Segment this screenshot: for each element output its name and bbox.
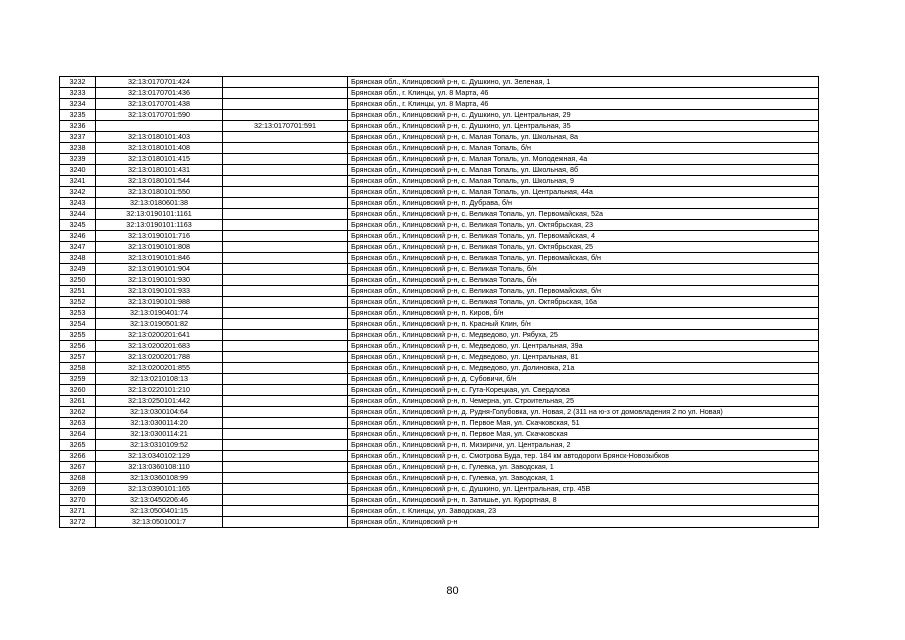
row-number-cell: 3243 (60, 198, 96, 209)
row-number-cell: 3264 (60, 429, 96, 440)
previous-number-cell (223, 374, 348, 385)
table-row (60, 209, 819, 220)
previous-number-cell (223, 297, 348, 308)
cadastral-number-cell: 32:13:0300114:20 (96, 418, 223, 429)
table-row (60, 440, 819, 451)
table-row (60, 231, 819, 242)
previous-number-cell (223, 286, 348, 297)
row-number-cell: 3247 (60, 242, 96, 253)
address-cell: Брянская обл., г. Клинцы, ул. 8 Марта, 46 (348, 88, 819, 99)
row-number-cell: 3259 (60, 374, 96, 385)
previous-number-cell (223, 242, 348, 253)
cadastral-number-cell: 32:13:0190101:1163 (96, 220, 223, 231)
table-row (60, 308, 819, 319)
table-row (60, 396, 819, 407)
cadastral-number-cell: 32:13:0180601:38 (96, 198, 223, 209)
table-row (60, 297, 819, 308)
cadastral-number-cell: 32:13:0340102:129 (96, 451, 223, 462)
previous-number-cell (223, 253, 348, 264)
table-row (60, 352, 819, 363)
cadastral-number-cell: 32:13:0200201:683 (96, 341, 223, 352)
address-cell: Брянская обл., Клинцовский р-н, с. Великая Топаль, ул. Первомайская, б/н (348, 253, 819, 264)
row-number-cell: 3250 (60, 275, 96, 286)
address-cell: Брянская обл., Клинцовский р-н, с. Великая Топаль, ул. Первомайская, 4 (348, 231, 819, 242)
address-cell: Брянская обл., Клинцовский р-н, п. Первое Мая, ул. Скачковская (348, 429, 819, 440)
table-row (60, 242, 819, 253)
cadastral-number-cell: 32:13:0170701:590 (96, 110, 223, 121)
address-cell: Брянская обл., Клинцовский р-н (348, 517, 819, 528)
table-row (60, 143, 819, 154)
address-cell: Брянская обл., Клинцовский р-н, п. Дубрава, б/н (348, 198, 819, 209)
previous-number-cell (223, 352, 348, 363)
address-cell: Брянская обл., Клинцовский р-н, д. Рудня-Голубовка, ул. Новая, 2 (311 на ю-з от домовладения 2 по ул. Новая) (348, 407, 819, 418)
table-row (60, 385, 819, 396)
previous-number-cell (223, 187, 348, 198)
address-cell: Брянская обл., Клинцовский р-н, с. Малая Топаль, ул. Центральная, 44а (348, 187, 819, 198)
previous-number-cell (223, 462, 348, 473)
table-row (60, 99, 819, 110)
address-cell: Брянская обл., Клинцовский р-н, с. Великая Топаль, б/н (348, 275, 819, 286)
address-cell: Брянская обл., г. Клинцы, ул. Заводская, 23 (348, 506, 819, 517)
cadastral-number-cell: 32:13:0170701:436 (96, 88, 223, 99)
address-cell: Брянская обл., Клинцовский р-н, с. Медведово, ул. Центральная, 81 (348, 352, 819, 363)
cadastral-number-cell: 32:13:0180101:415 (96, 154, 223, 165)
cadastral-number-cell: 32:13:0390101:165 (96, 484, 223, 495)
cadastral-number-cell: 32:13:0310109:52 (96, 440, 223, 451)
row-number-cell: 3251 (60, 286, 96, 297)
cadastral-number-cell: 32:13:0300114:21 (96, 429, 223, 440)
table-row (60, 220, 819, 231)
table-row (60, 418, 819, 429)
row-number-cell: 3252 (60, 297, 96, 308)
row-number-cell: 3268 (60, 473, 96, 484)
cadastral-number-cell: 32:13:0190101:808 (96, 242, 223, 253)
cadastral-number-cell: 32:13:0200201:788 (96, 352, 223, 363)
cadastral-number-cell: 32:13:0190101:904 (96, 264, 223, 275)
address-cell: Брянская обл., Клинцовский р-н, с. Душкино, ул. Центральная, стр. 45В (348, 484, 819, 495)
previous-number-cell (223, 517, 348, 528)
table-row (60, 451, 819, 462)
table-row (60, 77, 819, 88)
cadastral-number-cell: 32:13:0170701:438 (96, 99, 223, 110)
previous-number-cell (223, 132, 348, 143)
address-cell: Брянская обл., Клинцовский р-н, с. Великая Топаль, ул. Октябрьская, 23 (348, 220, 819, 231)
address-cell: Брянская обл., Клинцовский р-н, с. Душкино, ул. Зеленая, 1 (348, 77, 819, 88)
previous-number-cell (223, 440, 348, 451)
row-number-cell: 3253 (60, 308, 96, 319)
cadastral-number-cell: 32:13:0220101:210 (96, 385, 223, 396)
previous-number-cell (223, 363, 348, 374)
previous-number-cell (223, 143, 348, 154)
address-cell: Брянская обл., Клинцовский р-н, с. Великая Топаль, ул. Октябрьская, 25 (348, 242, 819, 253)
table-row (60, 473, 819, 484)
previous-number-cell (223, 473, 348, 484)
address-cell: Брянская обл., Клинцовский р-н, с. Гута-Корецкая, ул. Свердлова (348, 385, 819, 396)
previous-number-cell (223, 275, 348, 286)
row-number-cell: 3241 (60, 176, 96, 187)
row-number-cell: 3245 (60, 220, 96, 231)
cadastral-number-cell: 32:13:0190401:74 (96, 308, 223, 319)
cadastral-number-cell: 32:13:0170701:424 (96, 77, 223, 88)
cadastral-number-cell: 32:13:0200201:855 (96, 363, 223, 374)
address-cell: Брянская обл., Клинцовский р-н, с. Малая Топаль, б/н (348, 143, 819, 154)
row-number-cell: 3237 (60, 132, 96, 143)
row-number-cell: 3269 (60, 484, 96, 495)
table-row (60, 506, 819, 517)
address-cell: Брянская обл., Клинцовский р-н, п. Первое Мая, ул. Скачковская, 51 (348, 418, 819, 429)
address-cell: Брянская обл., Клинцовский р-н, с. Малая Топаль, ул. Школьная, 8б (348, 165, 819, 176)
previous-number-cell (223, 341, 348, 352)
cadastral-number-cell: 32:13:0180101:408 (96, 143, 223, 154)
cadastral-number-cell: 32:13:0500401:15 (96, 506, 223, 517)
previous-number-cell (223, 484, 348, 495)
table-row (60, 319, 819, 330)
row-number-cell: 3271 (60, 506, 96, 517)
previous-number-cell (223, 209, 348, 220)
address-cell: Брянская обл., Клинцовский р-н, с. Великая Топаль, б/н (348, 264, 819, 275)
cadastral-number-cell: 32:13:0501001:7 (96, 517, 223, 528)
previous-number-cell (223, 407, 348, 418)
previous-number-cell (223, 495, 348, 506)
previous-number-cell (223, 154, 348, 165)
row-number-cell: 3249 (60, 264, 96, 275)
table-row (60, 264, 819, 275)
address-cell: Брянская обл., Клинцовский р-н, с. Медведово, ул. Центральная, 39а (348, 341, 819, 352)
address-cell: Брянская обл., Клинцовский р-н, п. Мизиричи, ул. Центральная, 2 (348, 440, 819, 451)
table-row (60, 187, 819, 198)
table-row (60, 253, 819, 264)
row-number-cell: 3261 (60, 396, 96, 407)
row-number-cell: 3258 (60, 363, 96, 374)
registry-table (59, 76, 819, 528)
row-number-cell: 3262 (60, 407, 96, 418)
page-number: 80 (446, 585, 459, 597)
cadastral-number-cell: 32:13:0210108:13 (96, 374, 223, 385)
table-row (60, 363, 819, 374)
cadastral-number-cell: 32:13:0190501:82 (96, 319, 223, 330)
row-number-cell: 3238 (60, 143, 96, 154)
table-row (60, 462, 819, 473)
cadastral-number-cell: 32:13:0180101:550 (96, 187, 223, 198)
address-cell: Брянская обл., Клинцовский р-н, с. Смотрова Буда, тер. 184 км автодороги Брянск-Новозыбков (348, 451, 819, 462)
cadastral-number-cell: 32:13:0190101:988 (96, 297, 223, 308)
address-cell: Брянская обл., Клинцовский р-н, с. Малая Топаль, ул. Школьная, 9 (348, 176, 819, 187)
address-cell: Брянская обл., Клинцовский р-н, п. Затишье, ул. Курортная, 8 (348, 495, 819, 506)
row-number-cell: 3233 (60, 88, 96, 99)
table-row (60, 429, 819, 440)
row-number-cell: 3240 (60, 165, 96, 176)
row-number-cell: 3244 (60, 209, 96, 220)
table-row (60, 374, 819, 385)
cadastral-number-cell: 32:13:0190101:930 (96, 275, 223, 286)
address-cell: Брянская обл., Клинцовский р-н, с. Гулевка, ул. Заводская, 1 (348, 462, 819, 473)
previous-number-cell (223, 110, 348, 121)
cadastral-number-cell: 32:13:0180101:431 (96, 165, 223, 176)
address-cell: Брянская обл., Клинцовский р-н, с. Медведово, ул. Долиновка, 21а (348, 363, 819, 374)
previous-number-cell (223, 176, 348, 187)
address-cell: Брянская обл., Клинцовский р-н, с. Малая Топаль, ул. Молодежная, 4а (348, 154, 819, 165)
table-row (60, 176, 819, 187)
cadastral-number-cell: 32:13:0180101:544 (96, 176, 223, 187)
address-cell: Брянская обл., Клинцовский р-н, с. Малая Топаль, ул. Школьная, 8а (348, 132, 819, 143)
previous-number-cell (223, 429, 348, 440)
previous-number-cell (223, 198, 348, 209)
previous-number-cell (223, 77, 348, 88)
row-number-cell: 3266 (60, 451, 96, 462)
row-number-cell: 3270 (60, 495, 96, 506)
address-cell: Брянская обл., Клинцовский р-н, п. Киров, б/н (348, 308, 819, 319)
table-row (60, 88, 819, 99)
row-number-cell: 3267 (60, 462, 96, 473)
table-row (60, 341, 819, 352)
cadastral-number-cell: 32:13:0250101:442 (96, 396, 223, 407)
cadastral-number-cell (96, 121, 223, 132)
table-row (60, 110, 819, 121)
row-number-cell: 3260 (60, 385, 96, 396)
address-cell: Брянская обл., г. Клинцы, ул. 8 Марта, 46 (348, 99, 819, 110)
cadastral-number-cell: 32:13:0450206:46 (96, 495, 223, 506)
table-row (60, 198, 819, 209)
table-row (60, 407, 819, 418)
previous-number-cell (223, 385, 348, 396)
row-number-cell: 3239 (60, 154, 96, 165)
address-cell: Брянская обл., Клинцовский р-н, с. Душкино, ул. Центральная, 29 (348, 110, 819, 121)
row-number-cell: 3265 (60, 440, 96, 451)
table-row (60, 154, 819, 165)
table-row (60, 495, 819, 506)
cadastral-number-cell: 32:13:0360108:99 (96, 473, 223, 484)
row-number-cell: 3235 (60, 110, 96, 121)
cadastral-number-cell: 32:13:0190101:716 (96, 231, 223, 242)
previous-number-cell (223, 88, 348, 99)
address-cell: Брянская обл., Клинцовский р-н, п. Красный Клин, б/н (348, 319, 819, 330)
row-number-cell: 3236 (60, 121, 96, 132)
cadastral-number-cell: 32:13:0190101:1161 (96, 209, 223, 220)
previous-number-cell: 32:13:0170701:591 (223, 121, 348, 132)
row-number-cell: 3272 (60, 517, 96, 528)
previous-number-cell (223, 231, 348, 242)
previous-number-cell (223, 220, 348, 231)
previous-number-cell (223, 319, 348, 330)
address-cell: Брянская обл., Клинцовский р-н, с. Великая Топаль, ул. Октябрьская, 16а (348, 297, 819, 308)
cadastral-number-cell: 32:13:0300104:64 (96, 407, 223, 418)
address-cell: Брянская обл., Клинцовский р-н, с. Великая Топаль, ул. Первомайская, б/н (348, 286, 819, 297)
table-row (60, 132, 819, 143)
row-number-cell: 3248 (60, 253, 96, 264)
cadastral-number-cell: 32:13:0190101:846 (96, 253, 223, 264)
address-cell: Брянская обл., Клинцовский р-н, с. Великая Топаль, ул. Первомайская, 52а (348, 209, 819, 220)
table-row (60, 286, 819, 297)
address-cell: Брянская обл., Клинцовский р-н, п. Чемерна, ул. Строительная, 25 (348, 396, 819, 407)
previous-number-cell (223, 99, 348, 110)
registry-table-body (60, 77, 819, 528)
row-number-cell: 3246 (60, 231, 96, 242)
previous-number-cell (223, 330, 348, 341)
previous-number-cell (223, 264, 348, 275)
row-number-cell: 3254 (60, 319, 96, 330)
row-number-cell: 3255 (60, 330, 96, 341)
cadastral-number-cell: 32:13:0180101:403 (96, 132, 223, 143)
row-number-cell: 3263 (60, 418, 96, 429)
row-number-cell: 3234 (60, 99, 96, 110)
address-cell: Брянская обл., Клинцовский р-н, с. Душкино, ул. Центральная, 35 (348, 121, 819, 132)
previous-number-cell (223, 418, 348, 429)
row-number-cell: 3232 (60, 77, 96, 88)
row-number-cell: 3256 (60, 341, 96, 352)
previous-number-cell (223, 506, 348, 517)
table-row (60, 484, 819, 495)
previous-number-cell (223, 165, 348, 176)
row-number-cell: 3242 (60, 187, 96, 198)
cadastral-number-cell: 32:13:0190101:933 (96, 286, 223, 297)
cadastral-number-cell: 32:13:0360108:110 (96, 462, 223, 473)
table-row (60, 517, 819, 528)
previous-number-cell (223, 451, 348, 462)
cadastral-number-cell: 32:13:0200201:641 (96, 330, 223, 341)
address-cell: Брянская обл., Клинцовский р-н, с. Гулевка, ул. Заводская, 1 (348, 473, 819, 484)
row-number-cell: 3257 (60, 352, 96, 363)
table-row (60, 330, 819, 341)
previous-number-cell (223, 396, 348, 407)
table-row (60, 121, 819, 132)
table-row (60, 165, 819, 176)
table-row (60, 275, 819, 286)
address-cell: Брянская обл., Клинцовский р-н, с. Медведово, ул. Рябуха, 25 (348, 330, 819, 341)
previous-number-cell (223, 308, 348, 319)
address-cell: Брянская обл., Клинцовский р-н, д. Субовичи, б/н (348, 374, 819, 385)
